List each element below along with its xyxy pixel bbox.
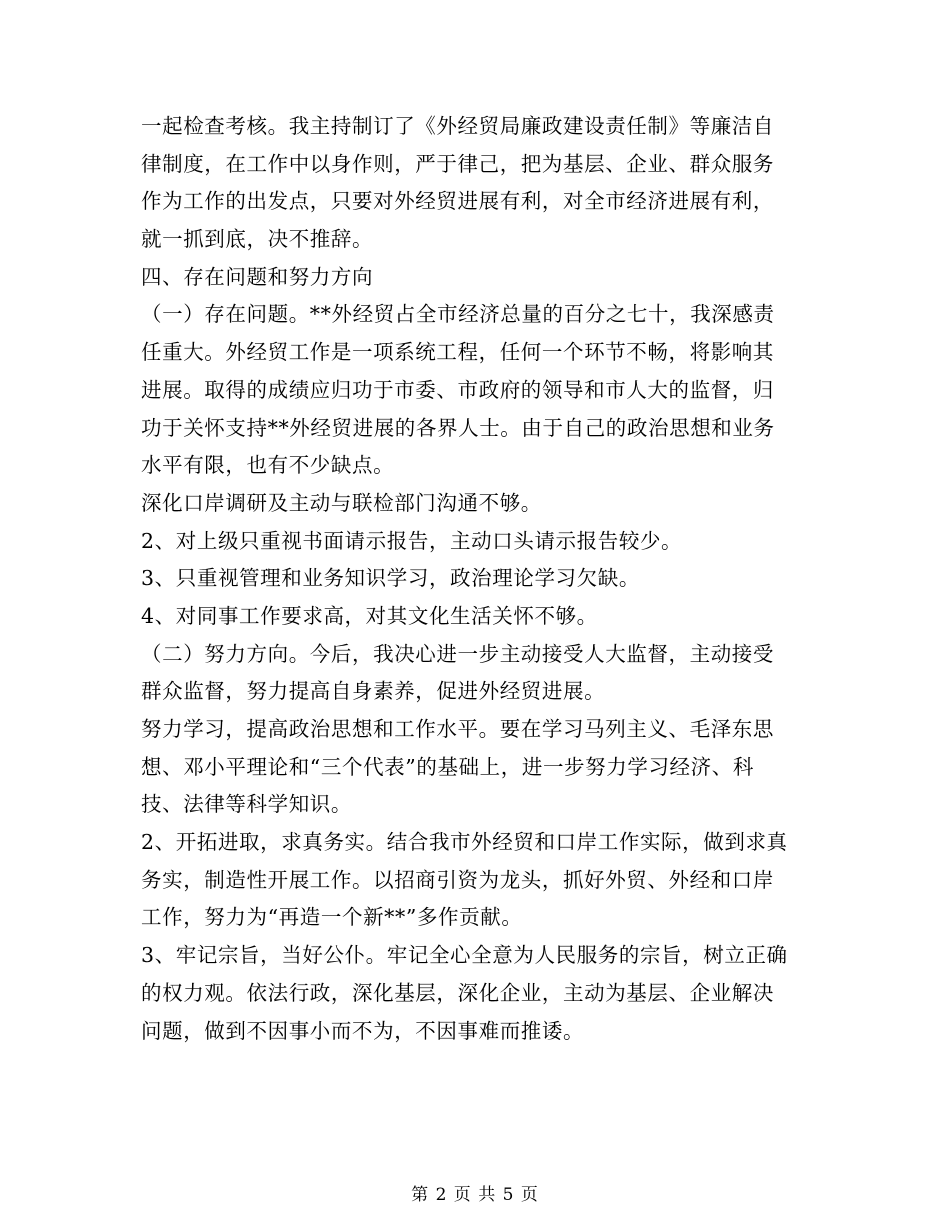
text-line: 任重大。外经贸工作是一项系统工程，任何一个环节不畅，将影响其 — [141, 340, 774, 365]
text-line: 进展。取得的成绩应归功于市委、市政府的领导和市人大的监督，归 — [141, 377, 774, 402]
text-line: 问题，做到不因事小而不为，不因事难而推诿。 — [141, 1018, 585, 1043]
text-line: 务实，制造性开展工作。以招商引资为龙头，抓好外贸、外经和口岸 — [141, 867, 774, 892]
text-line: （一）存在问题。**外经贸占全市经济总量的百分之七十，我深感责 — [141, 302, 775, 327]
text-line: 想、邓小平理论和“三个代表”的基础上，进一步努力学习经济、科 — [141, 754, 754, 779]
section-heading: 四、存在问题和努力方向 — [141, 264, 374, 289]
text-line: 4、对同事工作要求高，对其文化生活关怀不够。 — [141, 603, 598, 628]
text-line: 3、只重视管理和业务知识学习，政治理论学习欠缺。 — [141, 566, 640, 591]
text-line: 2、开拓进取，求真务实。结合我市外经贸和口岸工作实际，做到求真 — [141, 830, 788, 855]
text-line: 2、对上级只重视书面请示报告，主动口头请示报告较少。 — [141, 528, 683, 553]
text-line: 群众监督，努力提高自身素养，促进外经贸进展。 — [141, 679, 606, 704]
text-line: 技、法律等科学知识。 — [141, 792, 352, 817]
text-line: 就一抓到底，决不推辞。 — [141, 227, 374, 252]
text-line: 努力学习，提高政治思想和工作水平。要在学习马列主义、毛泽东思 — [141, 717, 774, 741]
text-line: 3、牢记宗旨，当好公仆。牢记全心全意为人民服务的宗旨，树立正确 — [141, 943, 788, 968]
text-line: 一起检查考核。我主持制订了《外经贸局廉政建设责任制》等廉洁自 — [141, 114, 774, 138]
text-line: 工作，努力为“再造一个新**”多作贡献。 — [141, 905, 523, 930]
text-line: 律制度，在工作中以身作则，严于律己，把为基层、企业、群众服务 — [141, 151, 774, 176]
text-line: 的权力观。依法行政，深化基层，深化企业，主动为基层、企业解决 — [141, 980, 774, 1005]
text-line: 水平有限，也有不少缺点。 — [141, 453, 395, 478]
text-line: 功于关怀支持**外经贸进展的各界人士。由于自己的政治思想和业务 — [141, 415, 775, 440]
text-line: 作为工作的出发点，只要对外经贸进展有利，对全市经济进展有利， — [141, 189, 774, 214]
text-line: 深化口岸调研及主动与联检部门沟通不够。 — [141, 490, 542, 515]
document-body — [141, 108, 811, 1050]
text-line: （二）努力方向。今后，我决心进一步主动接受人大监督，主动接受 — [141, 641, 774, 666]
page-number-footer: 第 2 页 共 5 页 — [411, 1185, 539, 1205]
